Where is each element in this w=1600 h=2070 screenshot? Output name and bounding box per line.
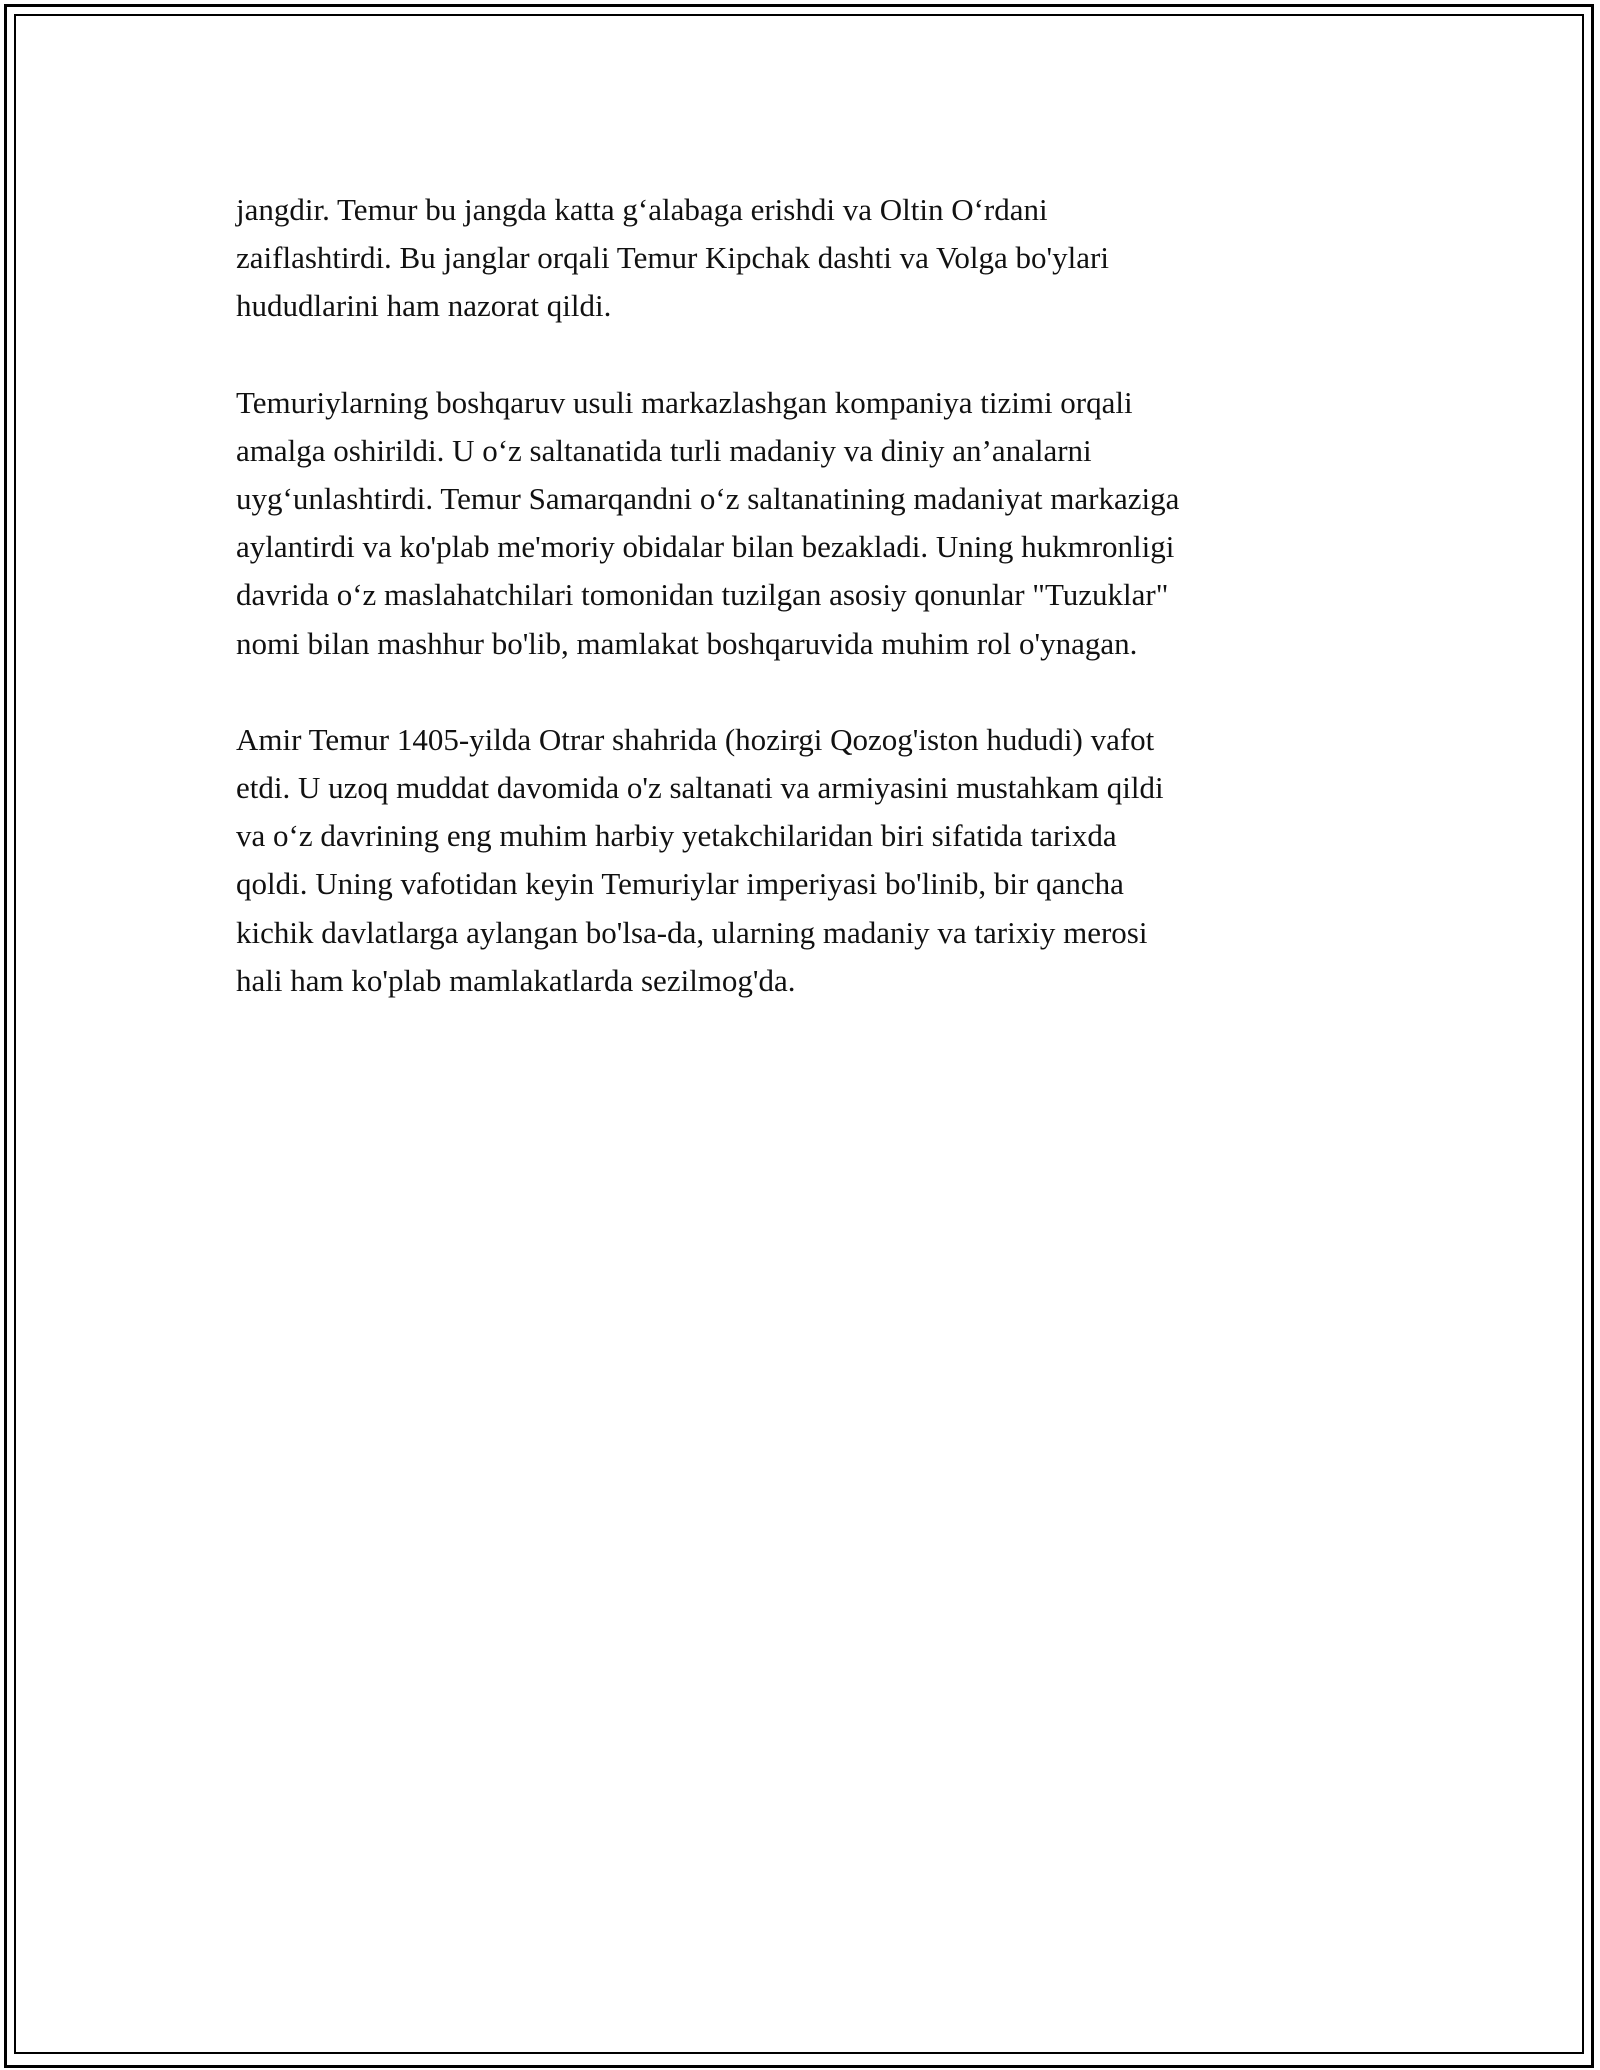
text-line: jangdir. Temur bu jangda katta g‘alabaga erishdi va Oltin O‘rdani	[236, 192, 1048, 227]
text-line: uyg‘unlashtirdi. Temur Samarqandni o‘z saltanatining madaniyat markaziga	[236, 481, 1180, 517]
text-line: hali ham ko'plab mamlakatlarda sezilmog'da.	[236, 962, 796, 998]
text-line: kichik davlatlarga aylangan bo'lsa-da, ularning madaniy va tarixiy merosi	[236, 914, 1148, 950]
text-line: zaiflashtirdi. Bu janglar orqali Temur Kipchak dashti va Volga bo'ylari	[236, 240, 1109, 276]
text-line: davrida o‘z maslahatchilari tomonidan tuzilgan asosiy qonunlar "Tuzuklar"	[236, 577, 1169, 613]
text-line: qoldi. Uning vafotidan keyin Temuriylar imperiyasi bo'linib, bir qancha	[236, 866, 1124, 902]
text-line: aylantirdi va ko'plab me'moriy obidalar bilan bezakladi. Uning hukmronligi	[236, 529, 1175, 565]
text-line: Temuriylarning boshqaruv usuli markazlashgan kompaniya tizimi orqali	[236, 384, 1133, 420]
text-line: amalga oshirildi. U o‘z saltanatida turli madaniy va diniy an’analarni	[236, 432, 1092, 468]
text-line: va o‘z davrining eng muhim harbiy yetakchilaridan biri sifatida tarixda	[236, 818, 1117, 854]
text-line: Amir Temur 1405-yilda Otrar shahrida (hozirgi Qozog'iston hududi) vafot	[236, 721, 1155, 757]
text-line: etdi. U uzoq muddat davomida o'z saltanati va armiyasini mustahkam qildi	[236, 770, 1164, 806]
text-line: nomi bilan mashhur bo'lib, mamlakat boshqaruvida muhim rol o'ynagan.	[236, 625, 1138, 661]
document-body	[236, 186, 1376, 1053]
text-line: hududlarini ham nazorat qildi.	[236, 288, 612, 324]
paragraph-3	[236, 716, 1376, 1005]
paragraph-2	[236, 379, 1376, 668]
paragraph-1	[236, 186, 1376, 331]
